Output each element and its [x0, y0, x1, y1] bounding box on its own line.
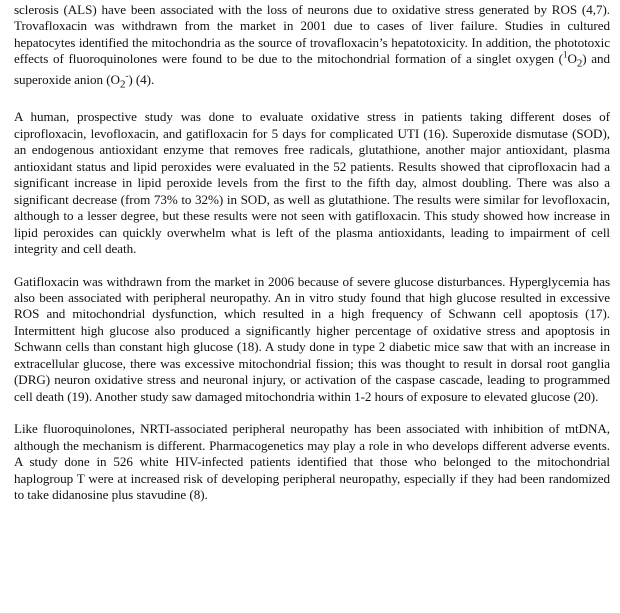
body-paragraph: A human, prospective study was done to evaluate oxidative stress in patients taking different doses of ciprofloxacin, levofloxacin, and gatifloxacin for 5 days for complicated UTI (16). Superoxide dismutase (SOD), an endogenous antioxidant enzyme that removes free radicals, glutathione, another major antioxidant, plasma antioxidant status and lipid peroxides were evaluated in the 52 patients. Results showed that ciprofloxacin had a significant increase in lipid peroxide levels from the first to the fifth day, almost doubling. There was also a significant decrease (from 73% to 32%) in SOD, as well as glutathione. The results were similar for levofloxacin, although to a lesser degree, but these results were not seen with gatifloxacin. This study showed how increase in lipid peroxides can quickly overwhelm what is left of the plasma antioxidants, leading to impairment of cell integrity and cell death. — [14, 109, 610, 257]
body-paragraph: Gatifloxacin was withdrawn from the market in 2006 because of severe glucose disturbances. Hyperglycemia has also been associated with peripheral neuropathy. An in vitro study found that high glucose resulted in excessive ROS and mitochondrial dysfunction, which resulted in a high frequency of Schwann cell apoptosis (17). Intermittent high glucose also produced a significantly higher percentage of oxidative stress and apoptosis in Schwann cells than constant high glucose (18). A study done in type 2 diabetic mice saw that with an increase in extracellular glucose, there was excessive mitochondrial fission; this was thought to result in dorsal root ganglia (DRG) neuron oxidative stress and neuronal injury, or activation of the caspase cascade, leading to programmed cell death (19). Another study saw damaged mitochondria within 1-2 hours of exposure to elevated glucose (20). — [14, 273, 610, 404]
superscript: 1 — [562, 50, 568, 60]
text-column — [14, 2, 610, 503]
body-paragraph: sclerosis (ALS) have been associated with the loss of neurons due to oxidative stress generated by ROS (4,7). Trovafloxacin was withdrawn from the market in 2001 due to cases of liver failure. Studies in cultured hepatocytes identified the mitochondria as the source of trovafloxacin’s hepatotoxicity. In addition, the phototoxic effects of fluoroquinolones were found to be due to the mitochondrial formation of a singlet oxygen $(^1O_2)$ and superoxide anion $(O_2^-)$ (4). — [14, 2, 611, 92]
subscript: 2 — [119, 79, 126, 92]
subscript: 2 — [576, 57, 583, 70]
body-paragraph: Like fluoroquinolones, NRTI-associated peripheral neuropathy has been associated with inhibition of mtDNA, although the mechanism is different. Pharmacogenetics may play a role in who develops different adverse events. A study done in 526 white HIV-infected patients identified that those who belonged to the mitochondrial haplogroup T were at increased risk of developing peripheral neuropathy, especially if they had been randomized to take didanosine plus stavudine (8). — [14, 421, 610, 502]
superscript: - — [125, 71, 129, 82]
